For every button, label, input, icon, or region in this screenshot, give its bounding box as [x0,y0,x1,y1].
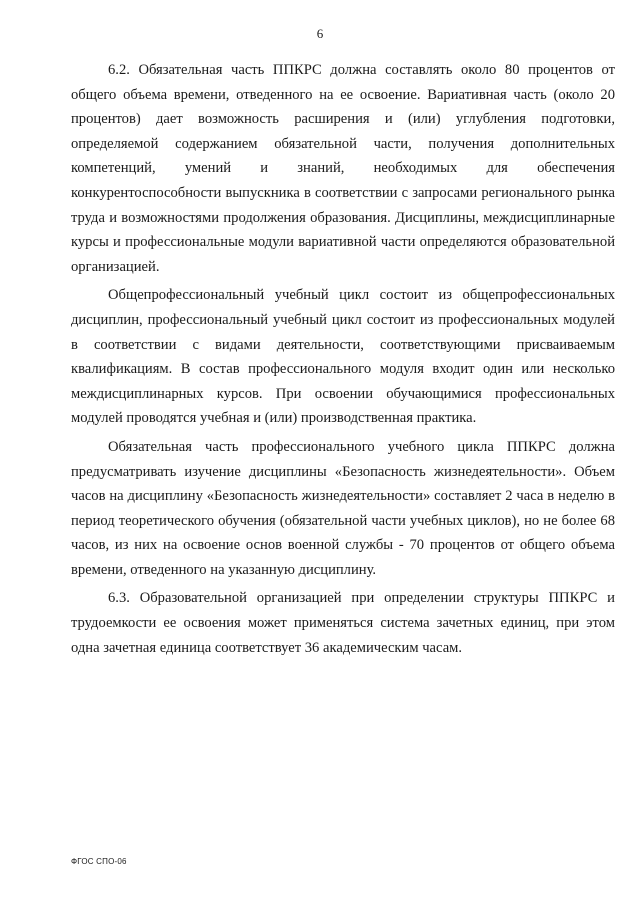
document-body [71,58,615,660]
paragraph-general-cycle: Общепрофессиональный учебный цикл состоит из общепрофессиональных дисциплин, профессиональный учебный цикл состоит из профессиональных модулей в соответствии с видами деятельности, соответствующими присваиваемым квалификациям. В состав профессионального модуля входит один или несколько междисциплинарных курсов. При освоении обучающимися профессиональных модулей проводятся учебная и (или) производственная практика. [71,287,615,427]
paragraph-6-2: 6.2. Обязательная часть ППКРС должна составлять около 80 процентов от общего объема времени, отведенного на ее освоение. Вариативная часть (около 20 процентов) дает возможность расширения и (или) углубления подготовки, определяемой содержанием обязательной части, получения дополнительных компетенций, умений и знаний, необходимых для обеспечения конкурентоспособности выпускника в соответствии с запросами регионального рынка труда и возможностями продолжения образования. Дисциплины, междисциплинарные курсы и профессиональные модули вариативной части определяются образовательной организацией. [71,62,615,275]
paragraph-6-3: 6.3. Образовательной организацией при определении структуры ППКРС и трудоемкости ее освоения может применяться система зачетных единиц, при этом одна зачетная единица соответствует 36 академическим часам. [71,590,615,656]
paragraph-life-safety: Обязательная часть профессионального учебного цикла ППКРС должна предусматривать изучение дисциплины «Безопасность жизнедеятельности». Объем часов на дисциплину «Безопасность жизнедеятельности» составляет 2 часа в неделю в период теоретического обучения (обязательной части учебных циклов), но не более 68 часов, из них на освоение основ военной службы - 70 процентов от общего объема времени, отведенного на указанную дисциплину. [71,438,615,578]
footer-code: ФГОС СПО-06 [71,857,127,866]
page-number: 6 [316,26,324,41]
